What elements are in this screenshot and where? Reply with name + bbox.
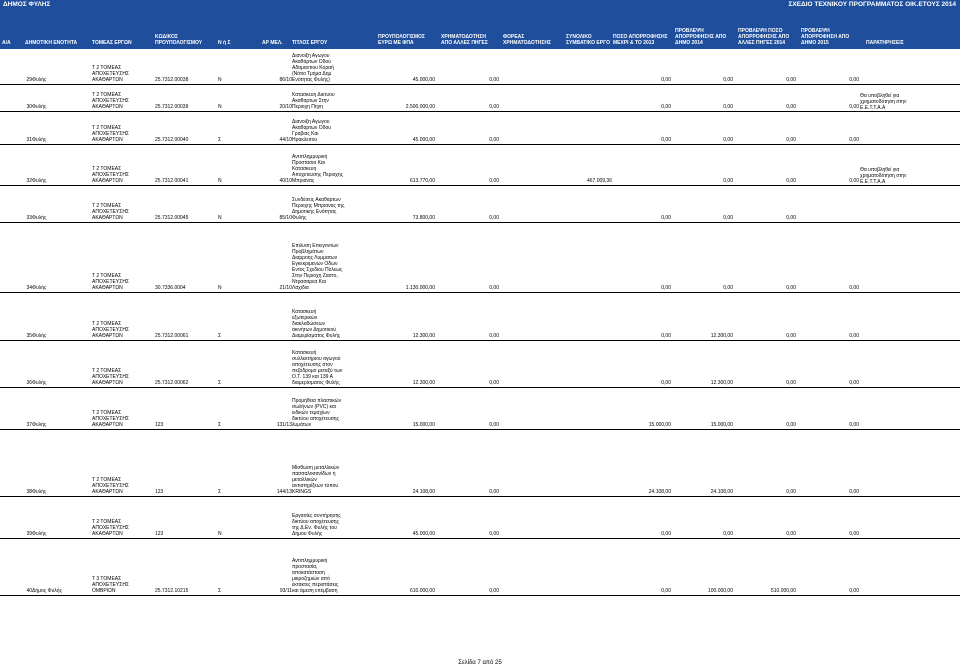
row-funding: 0,00 [489,215,499,221]
row-budget: 613.770,00 [409,178,435,184]
row-code: 25.7312.00038 [155,77,189,83]
row-funding: 0,00 [489,104,499,110]
row-absorbed: 0,00 [661,137,671,143]
row-sector: Τ 2 ΤΟΜΕΑΣ ΑΠΟΧΕΤΕΥΣΗΣ ΑΚΑΘΑΡΤΩΝ [92,410,130,428]
row-budget: 73.800,00 [412,215,435,221]
municipality-title: ΔΗΜΟΣ ΦΥΛΗΣ [3,1,51,8]
row-ar: 93/11 [279,588,292,594]
table-row [0,430,960,496]
table-row [0,186,960,222]
row-unit: Φυλής [32,333,47,339]
row-code: 123 [155,489,164,495]
row-aa: 38 [26,489,32,495]
row-budget: 12.300,00 [412,380,435,386]
row-aa: 32 [26,178,32,184]
row-status: Ν [218,531,222,537]
table-row [0,539,960,595]
row-unit: Φυλής [32,215,47,221]
row-forecast-2015: 0,00 [849,489,859,495]
row-funding: 0,00 [489,380,499,386]
top-band [0,0,960,9]
row-sector: Τ 3 ΤΟΜΕΑΣ ΑΠΟΧΕΤΕΥΣΗΣ ΟΜΒΡΙΩΝ [92,576,130,594]
row-forecast-2015: 0,00 [849,77,859,83]
row-ar: 85/10 [279,215,292,221]
row-status: Ν [218,77,222,83]
row-forecast-2014: 24.108,00 [710,489,733,495]
row-forecast-other: 0,00 [786,380,796,386]
row-ar: 86/10 [279,77,292,83]
row-sector: Τ 2 ΤΟΜΕΑΣ ΑΠΟΧΕΤΕΥΣΗΣ ΑΚΑΘΑΡΤΩΝ [92,321,130,339]
row-unit: Δήμος Φυλής [32,588,62,594]
row-budget: 45.000,00 [412,531,435,537]
row-sector: Τ 2 ΤΟΜΕΑΣ ΑΠΟΧΕΤΕΥΣΗΣ ΑΚΑΘΑΡΤΩΝ [92,92,130,110]
row-absorbed: 0,00 [661,77,671,83]
row-funding: 0,00 [489,77,499,83]
col-ar: ΑΡ ΜΕΛ. [262,40,283,46]
row-sector: Τ 2 ΤΟΜΕΑΣ ΑΠΟΧΕΤΕΥΣΗΣ ΑΚΑΘΑΡΤΩΝ [92,273,130,291]
row-title: Διανοιξη Αγωγου Ακαθαρτων Οδου Γραβιας Και Ηρακλειτου [292,119,331,143]
row-absorbed: 0,00 [661,285,671,291]
row-forecast-other: 0,00 [786,178,796,184]
row-funding: 0,00 [489,531,499,537]
row-forecast-other: 0,00 [786,489,796,495]
row-ar: 131/13 [276,422,292,428]
row-forecast-other: 510.000,00 [770,588,796,594]
row-forecast-other: 0,00 [786,137,796,143]
row-funding: 0,00 [489,285,499,291]
row-unit: Φυλής [32,422,47,428]
row-sector: Τ 2 ΤΟΜΕΑΣ ΑΠΟΧΕΤΕΥΣΗΣ ΑΚΑΘΑΡΤΩΝ [92,125,130,143]
row-unit: Φυλής [32,178,47,184]
row-forecast-other: 0,00 [786,215,796,221]
document-title: ΣΧΕΔΙΟ ΤΕΧΝΙΚΟΥ ΠΡΟΓΡΑΜΜΑΤΟΣ ΟΙΚ.ΕΤΟΥΣ 2014 [788,1,956,8]
row-code: 30.7336.0004 [155,285,186,291]
row-title: Προμήθεια πλαστικών σωλήνων (PVC) και ειδικών τεμαχίων δικτύου αποχέτευσης λυμάτων [292,398,342,428]
row-title: Μίσθωση μεταλλικών πασσαλοσανίδων ή μεταλλικών αντιστηρίξεων τύπου KRINGS [292,465,340,495]
row-sector: Τ 2 ΤΟΜΕΑΣ ΑΠΟΧΕΤΕΥΣΗΣ ΑΚΑΘΑΡΤΩΝ [92,203,130,221]
row-funding: 0,00 [489,489,499,495]
row-funding: 0,00 [489,333,499,339]
row-status: Σ [218,588,222,594]
row-budget: 24.108,00 [412,489,435,495]
row-budget: 12.300,00 [412,333,435,339]
row-aa: 34 [26,285,32,291]
row-code: 25.7312.00062 [155,380,189,386]
col-code: ΚΩΔΙΚΟΣ ΠΡΟΥΠΟΛΟΓΙΣΜΟΥ [155,34,203,46]
row-funding: 0,00 [489,422,499,428]
row-aa: 37 [26,422,32,428]
row-code: 25.7312.00039 [155,104,189,110]
row-status: Ν [218,285,222,291]
row-ar: 21/10 [279,285,292,291]
row-title: Κατασκευή εξωτερικών διακλαδώσεων ακινήτων Δημοτικού Διαμερίσματος Φυλής [292,309,341,339]
row-forecast-2015: 0,00 [849,285,859,291]
row-code: 25.7312.00041 [155,178,189,184]
row-title: Συνδέσεις Ακαθαρτων Περιοχης Μπριανας της Δημοτικής Ενότητας Φυλής [292,197,345,221]
row-forecast-other: 0,00 [786,104,796,110]
col-sector: ΤΟΜΕΑΣ ΕΡΓΩΝ [92,40,132,46]
row-status: Σ [218,137,222,143]
row-title: Εργασίες συντήρησης δικτύου αποχέτευσης της Δ.Εν. Φυλής του Δήμου Φυλής [292,513,341,537]
col-unit: ΔΗΜΟΤΙΚΗ ΕΝΟΤΗΤΑ [25,40,78,46]
row-absorbed: 0,00 [661,531,671,537]
row-forecast-other: 0,00 [786,285,796,291]
row-sector: Τ 2 ΤΟΜΕΑΣ ΑΠΟΧΕΤΕΥΣΗΣ ΑΚΑΘΑΡΤΩΝ [92,166,130,184]
row-aa: 39 [26,531,32,537]
row-remarks: Θα υποβληθεί για χρηματοδότηση στην Ε.Ε.Τ.Τ.Α.Α [860,93,907,111]
row-budget: 2.500.000,00 [405,104,435,110]
row-ar: 44/10 [279,137,292,143]
row-absorbed: 0,00 [661,588,671,594]
row-budget: 15.000,00 [412,422,435,428]
row-unit: Φυλής [32,77,47,83]
row-status: Σ [218,380,222,386]
row-forecast-other: 0,00 [786,422,796,428]
row-sector: Τ 2 ΤΟΜΕΑΣ ΑΠΟΧΕΤΕΥΣΗΣ ΑΚΑΘΑΡΤΩΝ [92,519,130,537]
row-budget: 610.000,00 [409,588,435,594]
row-forecast-2015: 0,00 [849,333,859,339]
row-forecast-2015: 0,00 [849,380,859,386]
row-absorbed: 0,00 [661,215,671,221]
col-absorbed: ΠΟΣΟ ΑΠΟΡΡΟΦΗΣΗΣ ΜΕΧΡΙ & ΤΟ 2013 [613,34,668,46]
row-unit: Φυλής [32,531,47,537]
row-title: Αντιπλημμυρική Προστασια Και Κατασκευη Αποχετευσης Περιοχης Μπριανας [292,154,344,184]
row-forecast-2015: 0,00 [849,422,859,428]
row-forecast-other: 0,00 [786,333,796,339]
row-aa: 35 [26,333,32,339]
row-sector: Τ 2 ΤΟΜΕΑΣ ΑΠΟΧΕΤΕΥΣΗΣ ΑΚΑΘΑΡΤΩΝ [92,477,130,495]
row-absorbed: 0,00 [661,333,671,339]
row-code: 25.7312.00061 [155,333,189,339]
table-row [0,497,960,538]
col-title: ΤΙΤΛΟΣ ΕΡΓΟΥ [292,40,328,46]
row-forecast-2014: 0,00 [723,531,733,537]
row-funding: 0,00 [489,137,499,143]
row-forecast-other: 0,00 [786,531,796,537]
row-status: Ν [218,104,222,110]
row-code: 123 [155,422,164,428]
table-row [0,145,960,185]
row-status: Σ [218,422,222,428]
row-title: Επιλυση Επειγοντων Προβλημάτων Διαρροης Λυμματων Εγκεκριμενων Οδων Εντος Σχεδιου Πολεως Στην Περιοχη Ζαστο, Ντρασαρεα Και Λαχιδια [292,243,343,291]
col-budget: ΠΡΟΥΠΟΛΟΓΙΣΜΟΣ ΕΥΡΩ ΜΕ ΦΠΑ [378,34,425,46]
row-remarks: Θα υποβληθεί για χρηματοδότηση στην Ε.Ε.Τ.Τ.Α.Α [860,167,907,185]
row-funding: 0,00 [489,588,499,594]
row-sector: Τ 2 ΤΟΜΕΑΣ ΑΠΟΧΕΤΕΥΣΗΣ ΑΚΑΘΑΡΤΩΝ [92,65,130,83]
row-unit: Φυλής [32,285,47,291]
row-absorbed: 0,00 [661,380,671,386]
col-status: Ν ή Σ [218,40,231,46]
row-forecast-2014: 100.000,00 [707,588,733,594]
row-budget: 45.000,00 [412,137,435,143]
col-remarks: ΠΑΡΑΤΗΡΗΣΕΙΣ [866,40,904,46]
row-total: 467.009,36 [586,178,612,184]
row-title: Κατασκευη Δικτυου Ακαθαρτων Στην Περιοχη Πηγη [292,92,335,110]
row-forecast-2014: 15.000,00 [710,422,733,428]
row-unit: Φυλής [32,137,47,143]
row-code: 25.7312.10215 [155,588,189,594]
row-title: Διανοιξη Αγωγου Ακαθάρτων Οδού Αδαμαντιου Κοραή (Νότιο Τμήμα Δημ Ενότητας Φυλής) [292,53,334,83]
col-funding: ΧΡΗΜΑΤΟΔΟΤΗΣΗ ΑΠΟ ΑΛΛΕΣ ΠΗΓΕΣ [441,34,488,46]
row-funding: 0,00 [489,178,499,184]
row-forecast-2015: 0,00 [849,104,859,110]
row-budget: 45.000,00 [412,77,435,83]
row-forecast-2015: 0,00 [849,178,859,184]
table-row [0,388,960,429]
row-code: 123 [155,531,164,537]
row-aa: 36 [26,380,32,386]
row-divider [0,595,960,596]
row-absorbed: 0,00 [661,104,671,110]
table-row [0,341,960,387]
table-row [0,223,960,292]
row-forecast-2014: 0,00 [723,178,733,184]
col-total: ΣΥΝΟΛΙΚΟ ΣΥΜΒΑΤΙΚΟ ΕΡΓΟ [566,34,610,46]
row-status: Σ [218,489,222,495]
row-aa: 40 [26,588,32,594]
row-title: Κατασκευή συλλεκτήριου αγωγού αποχέτευσης στον πεζόδρομο μεταξύ των Ο.Τ. 139 και 139 Α διαμερίσματος Φυλής [292,350,343,386]
row-forecast-2014: 0,00 [723,215,733,221]
col-agency: ΦΟΡΕΑΣ ΧΡΗΜΑΤΟΔΟΤΗΣΗΣ [503,34,551,46]
row-status: Σ [218,333,222,339]
row-budget: 1.130.000,00 [405,285,435,291]
column-header-band [0,9,960,49]
row-ar: 144/13 [276,489,292,495]
row-code: 25.7312.00045 [155,215,189,221]
row-forecast-2014: 0,00 [723,77,733,83]
row-ar: 20/10 [279,104,292,110]
row-forecast-2014: 0,00 [723,285,733,291]
row-sector: Τ 2 ΤΟΜΕΑΣ ΑΠΟΧΕΤΕΥΣΗΣ ΑΚΑΘΑΡΤΩΝ [92,368,130,386]
row-absorbed: 15.000,00 [648,422,671,428]
row-forecast-2014: 12.300,00 [710,380,733,386]
row-aa: 33 [26,215,32,221]
table-row [0,50,960,84]
col-forecast-2014: ΠΡΟΒΛΕΨΗ ΑΠΟΡΡΟΦΗΣΗΣ ΑΠΟ ΔΗΜΟ 2014 [675,28,727,46]
row-forecast-other: 0,00 [786,77,796,83]
row-forecast-2015: 0,00 [849,531,859,537]
row-unit: Φυλής [32,380,47,386]
row-title: Αντιπλημμυρική προστασία, αποκατάσταση μικροζημιών από έκτακτες περιστάσεις και άμεση επέμβαση [292,558,339,594]
row-unit: Φυλής [32,104,47,110]
table-row [0,293,960,340]
row-aa: 30 [26,104,32,110]
row-aa: 29 [26,77,32,83]
table-row [0,85,960,111]
table-row [0,112,960,144]
row-unit: Φυλής [32,489,47,495]
col-forecast-2015: ΠΡΟΒΛΕΨΗ ΑΠΟΡΡΟΦΗΣΗ ΑΠΟ ΔΗΜΟ 2015 [801,28,850,46]
row-absorbed: 24.108,00 [648,489,671,495]
row-forecast-2015: 0,00 [849,588,859,594]
row-status: Ν [218,215,222,221]
page-footer: Σελίδα 7 από 25 [458,660,502,666]
row-aa: 31 [26,137,32,143]
col-forecast-other: ΠΡΟΒΛΕΨΗ ΠΟΣΟ ΑΠΟΡΡΟΦΗΣΗΣ ΑΠΟ ΑΛΛΕΣ ΠΗΓΕΣ 2014 [738,28,790,46]
row-forecast-2015: 0,00 [849,137,859,143]
row-forecast-2014: 0,00 [723,104,733,110]
row-forecast-2014: 12.300,00 [710,333,733,339]
col-aa: Α/Α [2,40,11,46]
row-forecast-2014: 0,00 [723,137,733,143]
row-ar: 40/10 [279,178,292,184]
row-code: 25.7312.00040 [155,137,189,143]
row-status: Ν [218,178,222,184]
